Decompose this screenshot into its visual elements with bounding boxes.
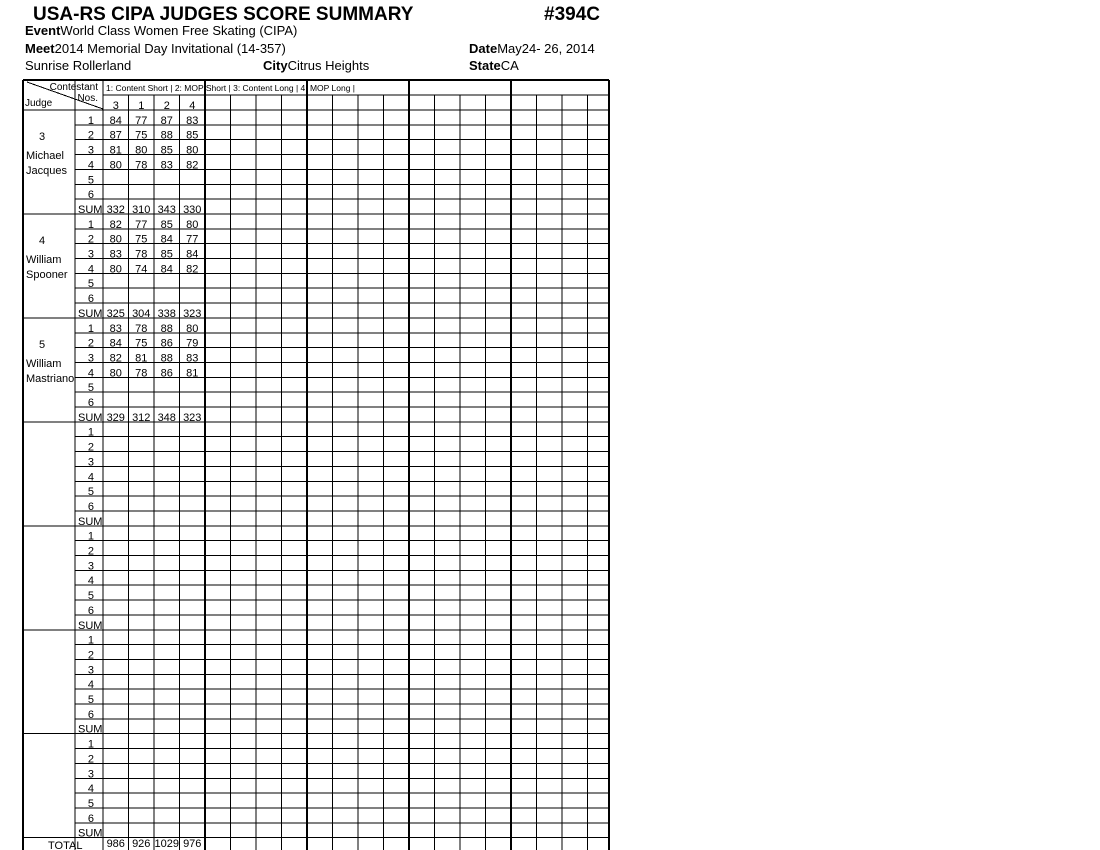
score-cell: 83	[160, 159, 173, 172]
legend-text: 1: Content Short | 2: MOP Short | 3: Content Long | 4: MOP Long |	[106, 83, 356, 93]
row-number: 5	[87, 278, 94, 291]
row-number: 4	[87, 679, 94, 692]
score-cell: 87	[160, 114, 173, 127]
score-cell: 80	[109, 263, 122, 276]
row-number: 6	[87, 604, 94, 617]
row-number: 4	[87, 471, 94, 484]
score-cell: 83	[186, 352, 199, 365]
sum-cell: 304	[132, 307, 151, 320]
row-number: 6	[87, 293, 94, 306]
contestant-number: 3	[112, 100, 119, 112]
score-cell: 88	[160, 352, 173, 365]
score-cell: 81	[109, 144, 122, 157]
state-label: State	[469, 58, 501, 73]
sum-label: SUM	[78, 723, 103, 736]
row-number: 2	[87, 545, 94, 558]
sum-cell: 329	[106, 411, 125, 424]
row-number: 5	[87, 590, 94, 603]
score-cell: 80	[186, 218, 199, 231]
score-cell: 88	[160, 322, 173, 335]
judge-first-name: William	[26, 357, 62, 370]
page-title: USA-RS CIPA JUDGES SCORE SUMMARY	[33, 4, 414, 25]
score-cell: 75	[135, 129, 148, 142]
judge-first-name: Michael	[26, 150, 64, 162]
row-number: 5	[87, 174, 94, 187]
sum-cell: 330	[183, 203, 202, 216]
row-number: 5	[87, 694, 94, 706]
row-number: 2	[87, 649, 94, 662]
score-cell: 78	[135, 367, 148, 380]
state-value: CA	[500, 58, 519, 73]
sum-cell: 343	[157, 203, 176, 216]
total-cell: 1029	[154, 838, 179, 850]
row-number: 1	[87, 322, 94, 335]
row-number: 1	[87, 114, 94, 127]
score-cell: 84	[109, 337, 122, 350]
event-value: World Class Women Free Skating (CIPA)	[60, 23, 298, 38]
score-cell: 85	[186, 129, 199, 142]
contestant-label: Contestant	[49, 82, 98, 93]
score-cell: 83	[109, 322, 122, 335]
score-cell: 82	[109, 218, 122, 231]
row-number: 6	[87, 397, 94, 409]
sum-cell: 312	[132, 411, 151, 424]
score-cell: 74	[135, 263, 148, 276]
score-cell: 83	[186, 114, 199, 127]
contestant-number: 2	[163, 100, 170, 112]
sum-cell: 348	[157, 411, 176, 424]
sum-cell: 310	[132, 203, 151, 216]
sum-label: SUM	[78, 515, 103, 528]
judge-last-name: Spooner	[26, 268, 68, 281]
score-cell: 81	[135, 352, 148, 365]
row-number: 2	[87, 337, 94, 350]
meet-value: 2014 Memorial Day Invitational (14-357)	[54, 41, 286, 56]
city-label: City	[263, 58, 288, 73]
judge-last-name: Jacques	[26, 165, 67, 177]
row-number: 5	[87, 797, 94, 810]
judge-first-name: William	[26, 253, 62, 266]
sum-label: SUM	[78, 307, 103, 320]
score-cell: 80	[135, 144, 148, 157]
event-label: Event	[25, 23, 61, 38]
judge-label: Judge	[25, 98, 53, 109]
row-number: 3	[87, 768, 94, 781]
score-cell: 82	[186, 159, 199, 172]
score-cell: 82	[186, 263, 199, 276]
row-number: 3	[87, 560, 94, 573]
sum-cell: 323	[183, 307, 202, 320]
score-cell: 83	[109, 248, 122, 261]
sum-cell: 338	[157, 307, 176, 320]
score-cell: 77	[135, 218, 148, 231]
judge-number: 4	[38, 234, 46, 247]
score-cell: 80	[109, 159, 122, 172]
row-number: 5	[87, 486, 94, 499]
row-number: 2	[87, 441, 94, 454]
score-cell: 84	[109, 114, 122, 127]
rink-name: Sunrise Rollerland	[25, 58, 132, 73]
row-number: 1	[87, 738, 94, 751]
sum-label: SUM	[78, 619, 103, 632]
row-number: 1	[87, 530, 94, 543]
score-cell: 84	[160, 263, 173, 276]
score-cell: 75	[135, 233, 148, 246]
sum-cell: 325	[106, 307, 125, 320]
total-cell: 986	[106, 838, 125, 850]
sum-cell: 332	[106, 203, 125, 216]
row-number: 6	[87, 189, 94, 202]
score-cell: 85	[160, 248, 173, 261]
date-value: May24- 26, 2014	[497, 41, 595, 56]
score-cell: 77	[186, 233, 199, 246]
row-number: 2	[87, 233, 94, 246]
row-number: 4	[87, 575, 94, 588]
row-number: 2	[87, 129, 94, 142]
row-number: 1	[87, 426, 94, 439]
row-number: 6	[87, 708, 94, 721]
total-label: TOTAL	[48, 840, 83, 850]
row-number: 3	[87, 248, 94, 261]
score-cell: 77	[135, 114, 148, 127]
row-number: 5	[87, 382, 94, 395]
score-cell: 87	[109, 129, 122, 142]
date-label: Date	[469, 41, 498, 56]
score-cell: 84	[160, 233, 173, 246]
nos-label: Nos.	[77, 93, 98, 104]
row-number: 6	[87, 812, 94, 825]
row-number: 6	[87, 500, 94, 513]
judge-number: 5	[38, 338, 46, 351]
row-number: 4	[87, 783, 94, 796]
score-cell: 85	[160, 144, 173, 157]
row-number: 3	[87, 352, 94, 365]
row-number: 3	[87, 664, 94, 677]
score-cell: 75	[135, 337, 148, 350]
contestant-number: 1	[138, 100, 145, 112]
total-cell: 926	[132, 838, 151, 850]
sheet-number: #394C	[544, 4, 600, 25]
score-cell: 86	[160, 367, 173, 380]
row-number: 1	[87, 218, 94, 231]
score-cell: 78	[135, 159, 148, 172]
score-cell: 86	[160, 337, 173, 350]
score-cell: 78	[135, 248, 148, 261]
score-cell: 85	[160, 218, 173, 231]
score-cell: 80	[186, 322, 199, 335]
row-number: 4	[87, 367, 94, 380]
sum-label: SUM	[78, 411, 103, 424]
contestant-number: 4	[189, 100, 196, 112]
row-number: 2	[87, 753, 94, 766]
score-cell: 80	[109, 367, 122, 380]
score-cell: 80	[109, 233, 122, 246]
judge-last-name: Mastriano	[26, 372, 75, 385]
row-number: 3	[87, 144, 94, 157]
score-cell: 88	[160, 129, 173, 142]
row-number: 4	[87, 159, 94, 172]
score-cell: 81	[186, 367, 199, 380]
row-number: 1	[87, 634, 94, 647]
sum-cell: 323	[183, 411, 202, 424]
score-cell: 80	[186, 144, 199, 157]
total-cell: 976	[183, 838, 202, 850]
judge-number: 3	[38, 131, 46, 143]
sum-label: SUM	[78, 827, 103, 840]
row-number: 3	[87, 456, 94, 469]
score-cell: 78	[135, 322, 148, 335]
score-cell: 82	[109, 352, 122, 365]
score-cell: 84	[186, 248, 199, 261]
meet-label: Meet	[25, 41, 55, 56]
city-value: Citrus Heights	[287, 58, 370, 73]
row-number: 4	[87, 263, 94, 276]
score-cell: 79	[186, 337, 199, 350]
sum-label: SUM	[78, 203, 103, 216]
